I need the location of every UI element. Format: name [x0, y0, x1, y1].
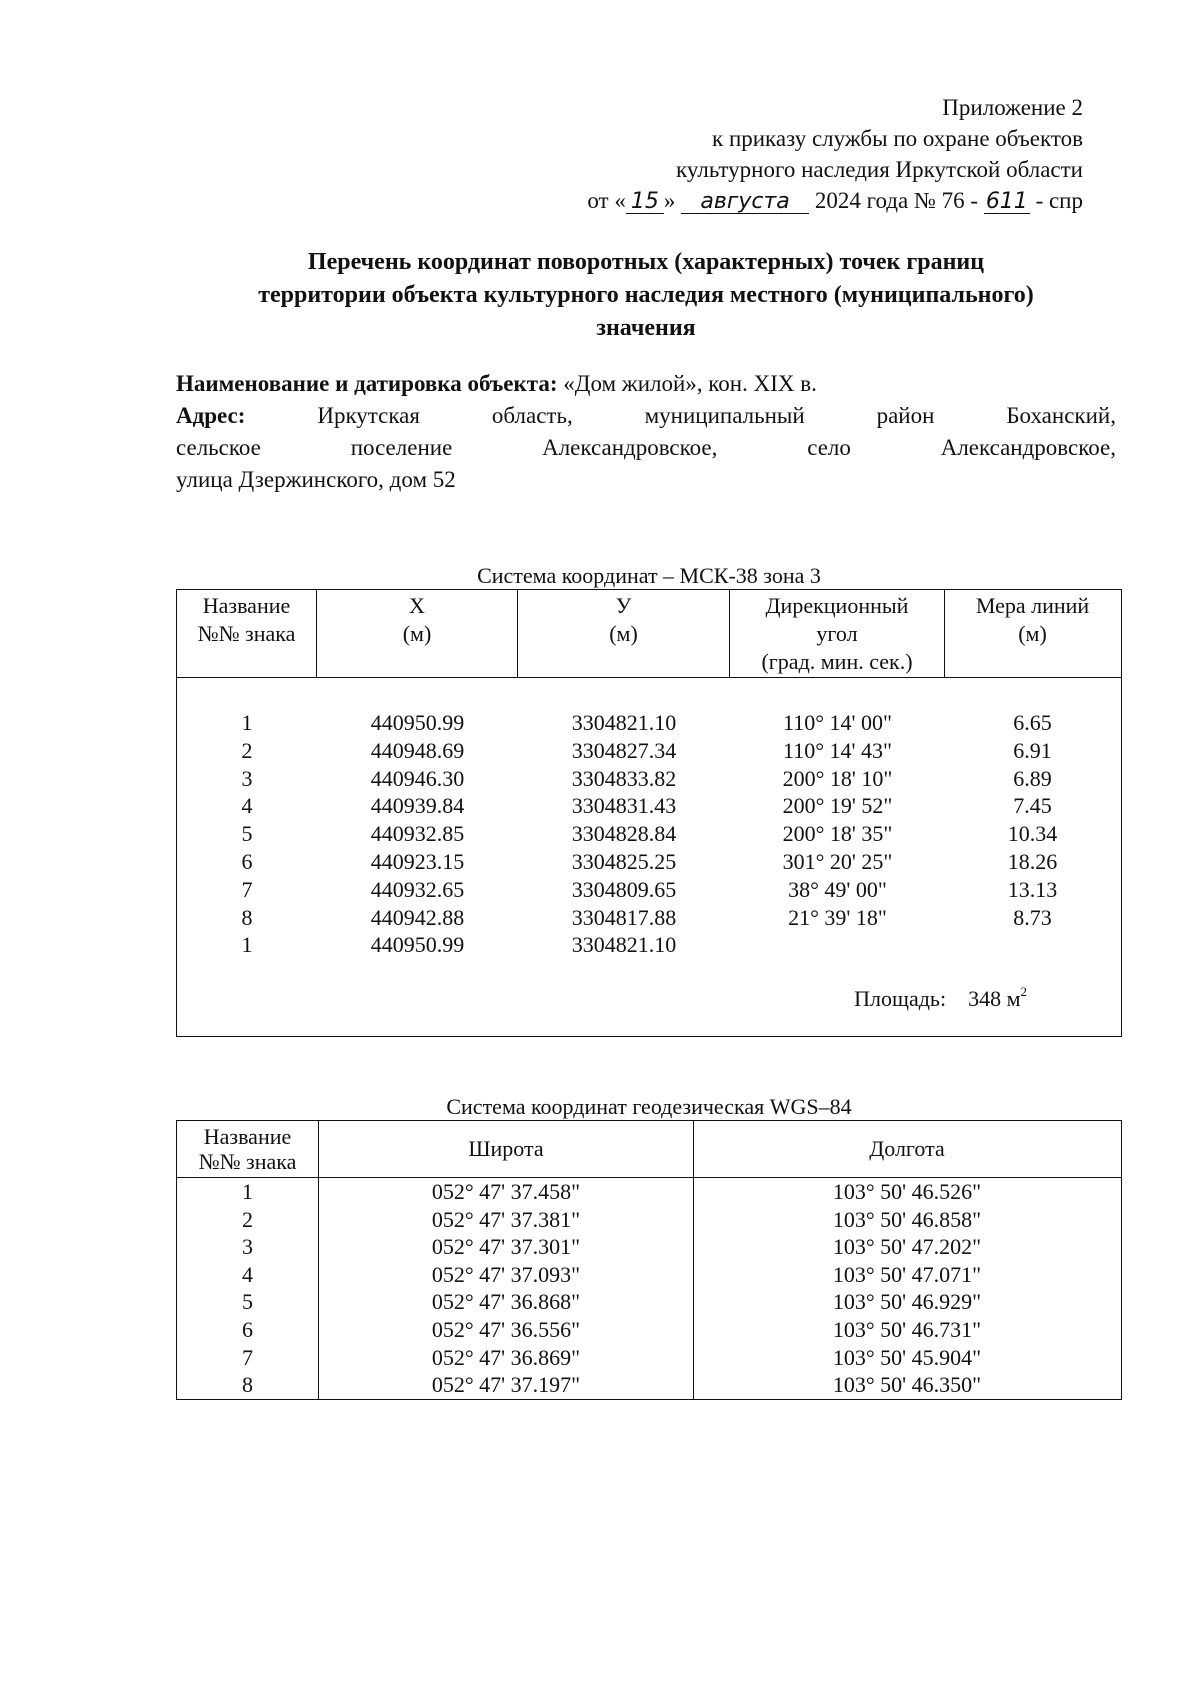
- date-mid: »: [663, 188, 676, 213]
- table-row: [177, 1316, 1121, 1344]
- cell-y: 3304809.65: [571, 876, 677, 902]
- cell-point-number: 1: [177, 1178, 319, 1206]
- cell-longitude: 103° 50' 46.858": [832, 1206, 982, 1232]
- cell-point-number: 1: [241, 932, 253, 958]
- cell-latitude: 052° 47' 36.869": [319, 1344, 694, 1372]
- address-row-3: улица Дзержинского, дом 52: [176, 467, 456, 492]
- table-row: [177, 1288, 1121, 1316]
- cell-y: 3304821.10: [571, 932, 677, 958]
- cell-angle: 200° 18' 35": [782, 821, 893, 847]
- cell-y: 3304821.10: [571, 710, 677, 735]
- cell-angle: [730, 931, 945, 959]
- cell-angle: 38° 49' 00": [788, 876, 887, 902]
- address-word: село: [807, 435, 851, 460]
- cell-longitude: 103° 50' 46.731": [832, 1316, 982, 1342]
- header-longitude: Долгота: [869, 1136, 945, 1161]
- cell-longitude: 103° 50' 46.350": [832, 1372, 982, 1398]
- table-row: [177, 1206, 1121, 1234]
- cell-y: 3304828.84: [571, 821, 677, 847]
- cell-point-number: 8: [177, 1371, 319, 1399]
- cell-length: 18.26: [1007, 848, 1058, 874]
- header-text: У: [615, 593, 632, 618]
- cell-latitude: 052° 47' 37.381": [319, 1206, 694, 1234]
- cell-x: 440932.65: [370, 876, 465, 902]
- header-x: [317, 590, 518, 677]
- header-text: Мера линий: [975, 593, 1090, 618]
- cell-point-number: 6: [177, 1316, 319, 1344]
- cell-angle: 110° 14' 43": [783, 737, 892, 763]
- wgs84-coordinates-table: [176, 1120, 1122, 1400]
- cell-x: 440932.85: [370, 821, 465, 847]
- cell-point-number: 5: [241, 821, 253, 847]
- cell-length: 6.89: [1013, 765, 1052, 791]
- table-row: [177, 1261, 1121, 1289]
- address-word: Александровское,: [542, 435, 718, 460]
- table-row: [177, 737, 1121, 765]
- cell-longitude: 103° 50' 45.904": [832, 1344, 982, 1370]
- cell-y: 3304827.34: [571, 737, 677, 763]
- table-row: [177, 1371, 1121, 1399]
- header-text: угол: [816, 621, 858, 646]
- header-latitude: Широта: [319, 1121, 694, 1177]
- cell-longitude: 103° 50' 47.202": [832, 1234, 982, 1260]
- cell-point-number: 2: [241, 737, 253, 763]
- appendix-service-line: культурного наследия Иркутской области: [676, 157, 1083, 182]
- cell-angle: 21° 39' 18": [788, 904, 887, 930]
- cell-point-number: 5: [177, 1288, 319, 1316]
- cell-length: 7.45: [1013, 793, 1052, 819]
- cell-x: 440950.99: [370, 932, 465, 958]
- title-line-2: территории объекта культурного наследия местного (муниципального): [258, 282, 1034, 308]
- cell-point-number: 3: [177, 1233, 319, 1261]
- cell-point-number: 6: [241, 848, 253, 874]
- address-word: район: [876, 403, 935, 428]
- msk-coordinates-table: [176, 589, 1122, 1037]
- title-line-3: значения: [596, 315, 696, 341]
- cell-angle: 301° 20' 25": [782, 848, 893, 874]
- table1-header: [177, 590, 1121, 678]
- appendix-title: Приложение 2: [942, 95, 1083, 120]
- header-angle: [730, 590, 945, 677]
- address-word: поселение: [350, 435, 453, 460]
- header-text: Название: [203, 1124, 292, 1149]
- header-text: Дирекционный: [765, 593, 909, 618]
- cell-length: 8.73: [1013, 904, 1052, 930]
- cell-length: 6.65: [1013, 710, 1052, 735]
- cell-angle: 200° 18' 10": [782, 765, 893, 791]
- address-word: муниципальный: [644, 403, 805, 428]
- date-prefix: от «: [587, 188, 626, 213]
- appendix-block: [383, 92, 1083, 216]
- cell-x: 440923.15: [370, 848, 465, 874]
- address-word: область,: [491, 403, 573, 428]
- cell-x: 440948.69: [370, 737, 465, 763]
- table2-caption: Система координат геодезическая WGS–84: [446, 1094, 852, 1119]
- cell-point-number: 4: [177, 1261, 319, 1289]
- header-text: №№ знака: [198, 1149, 297, 1174]
- cell-latitude: 052° 47' 36.556": [319, 1316, 694, 1344]
- table-row: [177, 792, 1121, 820]
- table-row: [177, 1344, 1121, 1372]
- cell-length: [945, 931, 1120, 959]
- table-row: [177, 876, 1121, 904]
- header-point-name: [177, 590, 317, 677]
- cell-length: 13.13: [1007, 876, 1058, 902]
- area-label: Площадь:: [854, 986, 947, 1011]
- cell-x: 440946.30: [370, 765, 465, 791]
- cell-point-number: 7: [241, 876, 253, 902]
- cell-latitude: 052° 47' 36.868": [319, 1288, 694, 1316]
- cell-latitude: 052° 47' 37.458": [319, 1178, 694, 1206]
- header-point-name: [177, 1121, 319, 1177]
- object-info: [176, 368, 1116, 496]
- address-label: Адрес:: [176, 403, 246, 428]
- address-word: Иркутская: [317, 403, 420, 428]
- object-name-label: Наименование и датировка объекта:: [176, 371, 558, 396]
- table-row: [177, 765, 1121, 793]
- table-row: [177, 931, 1121, 959]
- cell-y: 3304831.43: [571, 793, 677, 819]
- address-row-2: [176, 432, 1116, 464]
- cell-point-number: 8: [241, 904, 253, 930]
- date-day: 15: [626, 191, 664, 214]
- table-row: [177, 820, 1121, 848]
- appendix-date-line: [383, 185, 1083, 216]
- order-number: 611: [985, 189, 1028, 214]
- table-row: [177, 709, 1121, 737]
- table2-body: [177, 1178, 1121, 1399]
- header-text: (м): [609, 621, 638, 646]
- header-text: (м): [1018, 621, 1047, 646]
- address-word: Александровское,: [940, 435, 1116, 460]
- header-text: X: [409, 593, 425, 618]
- cell-longitude: 103° 50' 47.071": [832, 1261, 982, 1287]
- cell-longitude: 103° 50' 46.526": [832, 1179, 982, 1204]
- date-year: 2024 года № 76 -: [814, 188, 979, 213]
- table-row: [177, 1178, 1121, 1206]
- cell-point-number: 4: [241, 793, 253, 819]
- date-month: августа: [681, 191, 809, 214]
- address-row-1: [176, 400, 1116, 432]
- area-unit-power: 2: [1020, 984, 1027, 999]
- cell-y: 3304833.82: [571, 765, 677, 791]
- cell-y: 3304817.88: [571, 904, 677, 930]
- cell-x: 440939.84: [370, 793, 465, 819]
- table2-header: [177, 1121, 1121, 1178]
- address-word: сельское: [176, 435, 261, 460]
- address-word: Боханский,: [1006, 403, 1116, 428]
- title-line-1: Перечень координат поворотных (характерных) точек границ: [307, 249, 985, 275]
- cell-y: 3304825.25: [571, 848, 677, 874]
- cell-length: 6.91: [1013, 737, 1052, 763]
- area-line: [854, 984, 1027, 1012]
- cell-angle: 200° 19' 52": [782, 793, 893, 819]
- header-text: (м): [402, 621, 432, 646]
- header-text: Название: [202, 593, 291, 618]
- order-suffix: - спр: [1035, 188, 1083, 213]
- cell-latitude: 052° 47' 37.093": [319, 1261, 694, 1289]
- appendix-order-line: к приказу службы по охране объектов: [712, 126, 1083, 151]
- header-text: (град. мин. сек.): [761, 649, 913, 674]
- header-y: [518, 590, 730, 677]
- cell-latitude: 052° 47' 37.197": [319, 1371, 694, 1399]
- cell-point-number: 1: [241, 710, 253, 735]
- area-value: 348 м: [968, 986, 1021, 1011]
- document-title: [176, 246, 1116, 345]
- cell-length: 10.34: [1007, 821, 1058, 847]
- table-row: [177, 904, 1121, 932]
- cell-point-number: 2: [177, 1206, 319, 1234]
- table-row: [177, 1233, 1121, 1261]
- object-name-line: [176, 368, 1116, 400]
- table1-caption: Система координат – МСК-38 зона 3: [477, 563, 821, 588]
- cell-point-number: 7: [177, 1344, 319, 1372]
- table1-body: [177, 678, 1121, 959]
- table-row: [177, 848, 1121, 876]
- cell-point-number: 3: [241, 765, 253, 791]
- cell-latitude: 052° 47' 37.301": [319, 1233, 694, 1261]
- object-name-value: «Дом жилой», кон. XIX в.: [563, 371, 817, 396]
- cell-x: 440942.88: [370, 904, 465, 930]
- header-text: №№ знака: [197, 621, 296, 646]
- cell-longitude: 103° 50' 46.929": [832, 1289, 982, 1315]
- cell-angle: 110° 14' 00": [783, 710, 892, 735]
- cell-x: 440950.99: [370, 710, 465, 735]
- header-length: [945, 590, 1120, 677]
